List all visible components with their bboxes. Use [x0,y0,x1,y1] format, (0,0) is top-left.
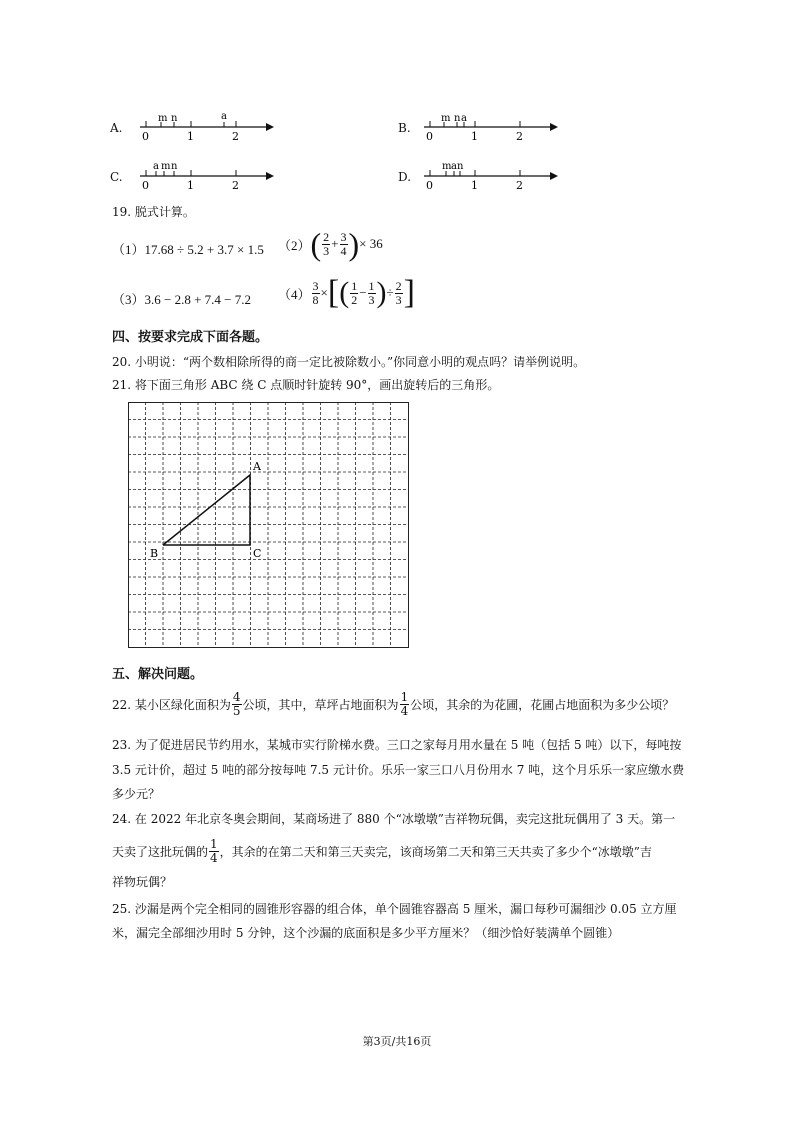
q23-line-1: 23. 为了促进居民节约用水，某城市实行阶梯水费。三口之家每月用水量在 5 吨（包括 5 吨）以下，每吨按 [112,738,682,752]
option-c-label: C. [110,170,123,184]
mark-a: a [221,111,227,122]
mark-a: a [153,161,159,172]
fraction: $\frac{2}{3}$ [323,229,330,258]
q22-text-post: 公顷，其余的为花圃，花圃占地面积为多少公顷？ [410,697,675,712]
fraction: $\frac{3}{8}$ [312,278,319,307]
option-a-number-line [136,108,276,144]
tick-0: 0 [426,179,433,192]
tick-1: 1 [187,179,194,192]
mark-m: m [158,113,168,124]
vertex-a-label: A [253,460,261,473]
q24-line-2 [112,838,652,865]
tick-1: 1 [187,130,194,143]
tick-2: 2 [516,130,523,143]
triangle-abc [163,475,250,545]
section-4-title: 四、按要求完成下面各题。 [112,330,269,345]
q19-p4-no: （4） [278,286,311,302]
option-b-label: B. [398,121,411,135]
right-paren: ) [348,226,360,262]
mark-a: a [461,113,467,124]
tick-1: 1 [471,130,478,143]
option-b-number-line [420,108,560,144]
left-paren: ( [339,276,350,309]
fraction: $\frac{3}{4}$ [340,229,347,258]
q22 [112,691,674,718]
q19-part1 [112,239,264,258]
fraction: $\frac{1}{4}$ [400,690,409,718]
q19-p3-expr: 3.6 − 2.8 + 7.4 − 7.2 [144,292,252,307]
vertex-c-label: C [253,547,262,560]
plus-sign: + [331,236,339,251]
right-bracket: ] [403,274,415,311]
fraction: $\frac{1}{2}$ [351,278,358,307]
q19-title: 19. 脱式计算。 [112,205,195,219]
q23-line-3: 多少元？ [112,787,161,801]
q24-line-3: 祥物玩偶？ [112,875,173,889]
q24-line-1: 24. 在 2022 年北京冬奥会期间，某商场进了 880 个“冰墩墩”吉祥物玩偶，卖完这批玩偶用了 3 天。第一 [112,812,676,826]
q25-line-2: 米，漏完全部细沙用时 5 分钟，这个沙漏的底面积是多少平方厘米？（细沙恰好装满单个圆锥） [112,926,620,940]
q25-line-1: 25. 沙漏是两个完全相同的圆锥形容器的组合体，单个圆锥容器高 5 厘米，漏口每秒可漏细沙 0.05 立方厘 [112,902,677,916]
divide-sign: ÷ [386,285,394,300]
q19-p2-no: （2） [278,237,311,253]
q22-text-pre: 22. 某小区绿化面积为 [112,697,231,712]
mark-m: m [441,113,451,124]
fraction: $\frac{1}{4}$ [210,837,218,865]
mark-n: n [454,113,461,124]
tick-2: 2 [232,130,239,143]
q23-line-2: 3.5 元计价，超过 5 吨的部分按每吨 7.5 元计价。乐乐一家三口八月份用水 7 吨，这个月乐乐一家应缴水费 [112,763,685,777]
option-d-number-line [420,157,560,193]
q19-p1-no: （1） [112,242,145,257]
q24-text-pre: 天卖了这批玩偶的 [112,844,209,859]
mark-n: n [171,113,178,124]
vertex-b-label: B [150,547,159,560]
q19-part2 [278,228,383,260]
tick-0: 0 [426,130,433,143]
page-footer: 第3页/共16页 [362,1035,432,1048]
q21-text: 21. 将下面三角形 ABC 绕 C 点顺时针旋转 90°，画出旋转后的三角形。 [112,378,500,392]
q19-p1-expr: 17.68 ÷ 5.2 + 3.7 × 1.5 [144,242,264,257]
option-d-label: D. [398,170,412,184]
tick-0: 0 [142,130,149,143]
fraction: $\frac{1}{3}$ [368,278,375,307]
minus-sign: − [359,285,367,300]
mark-m: m [161,161,171,172]
q19-part4 [278,276,415,310]
tick-2: 2 [516,179,523,192]
mark-a: a [451,161,457,172]
option-a-label: A. [110,121,123,135]
times-sign: × [320,285,328,300]
tick-1: 1 [471,179,478,192]
mark-n: n [171,161,178,172]
q19-part3 [112,289,251,308]
q22-text-mid: 公顷，其中，草坪占地面积为 [242,697,399,712]
tick-2: 2 [232,179,239,192]
option-c-number-line [136,157,276,193]
q21-grid-figure [128,402,410,650]
mark-m: m [442,161,452,172]
right-paren: ) [376,276,387,309]
dotted-grid [128,402,408,647]
section-5-title: 五、解决问题。 [112,667,204,682]
left-bracket: [ [327,274,340,311]
mark-n: n [457,161,464,172]
left-paren: ( [310,226,322,262]
grid-border [129,403,409,648]
tick-0: 0 [142,179,149,192]
fraction: $\frac{2}{3}$ [395,278,402,307]
q24-text-post: ，其余的在第二天和第三天卖完，该商场第二天和第三天共卖了多少个“冰墩墩”吉 [219,844,652,859]
q19-p3-no: （3） [112,292,145,307]
fraction: $\frac{4}{5}$ [232,690,241,718]
q19-p2-tail: × 36 [359,236,383,251]
q20-text: 20. 小明说：“两个数相除所得的商一定比被除数小。”你同意小明的观点吗？请举例说明。 [112,355,586,369]
